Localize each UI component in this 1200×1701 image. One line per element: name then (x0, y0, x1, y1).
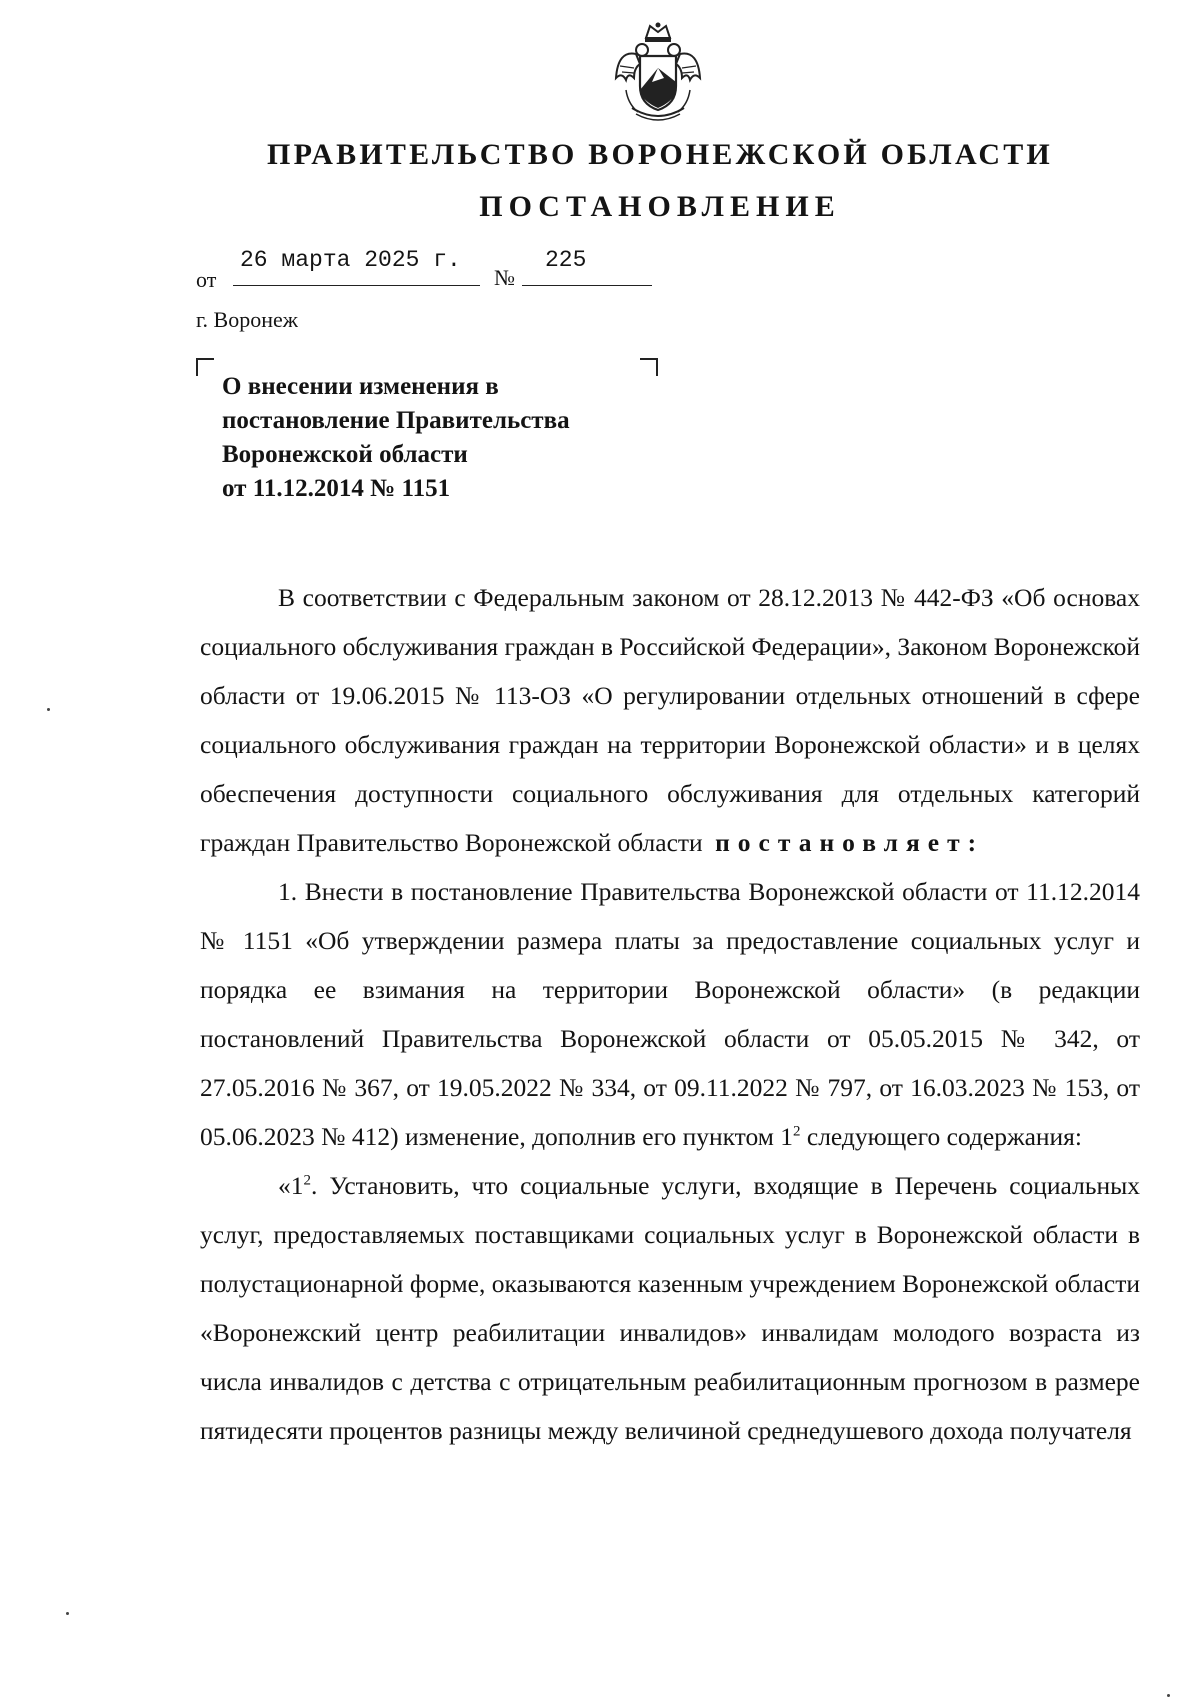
subject-line: от 11.12.2014 № 1151 (222, 475, 451, 502)
number-label: № (494, 265, 515, 290)
item-1-paragraph (200, 867, 1140, 1161)
scan-speck (47, 708, 50, 711)
item-1-superscript: 2 (793, 1123, 801, 1140)
subject-line: Воронежской области (222, 441, 468, 468)
document-type-title: ПОСТАНОВЛЕНИЕ (479, 190, 841, 223)
preamble-text: В соответствии с Федеральным законом от 28.12.2013 № 442-ФЗ «Об основах социального обслуживания граждан в Российской Федерации», Законом Воронежской области от 19.06.2015 № 113-ОЗ «О регулировании отдельных отношений в сфере социального обслуживания граждан на территории Воронежской области» и в целях обеспечения доступности социального обслуживания для отдельных категорий граждан Правительство Воронежской области (200, 583, 1140, 857)
subject-line: О внесении изменения в (222, 373, 499, 400)
number-underline (522, 285, 652, 286)
quoted-item-paragraph (200, 1161, 1140, 1455)
scan-speck (1167, 1694, 1170, 1697)
coat-of-arms-emblem (612, 20, 704, 126)
scan-speck (66, 1612, 69, 1615)
government-title: ПРАВИТЕЛЬСТВО ВОРОНЕЖСКОЙ ОБЛАСТИ (267, 138, 1053, 171)
from-label: от (196, 267, 217, 292)
item-1-tail: следующего содержания: (800, 1122, 1082, 1151)
decree-word: постановляет: (715, 828, 985, 857)
document-number: 225 (545, 247, 587, 273)
quote-superscript: 2 (303, 1172, 311, 1189)
item-1-text: 1. Внести в постановление Правительства Воронежской области от 11.12.2014 № 1151 «Об утверждении размера платы за предоставление социальных услуг и порядка ее взимания на территории Воронежской области» (в редакции постановлений Правительства Воронежской области от 05.05.2015 № 342, от 27.05.2016 № 367, от 19.05.2022 № 334, от 09.11.2022 № 797, от 16.03.2023 № 153, от 05.06.2023 № 412) изменение, дополнив его пунктом 1 (200, 877, 1140, 1151)
document-body (200, 573, 1140, 1455)
subject-bracket-right (640, 358, 658, 376)
city-label: г. Воронеж (196, 307, 298, 332)
document-subject (222, 370, 570, 506)
quote-text: . Установить, что социальные услуги, входящие в Перечень социальных услуг, предоставляемых поставщиками социальных услуг в Воронежской области в полустационарной форме, оказываются казенным учреждением Воронежской области «Воронежский центр реабилитации инвалидов» инвалидам молодого возраста из числа инвалидов с детства с отрицательным реабилитационным прогнозом в размере пятидесяти процентов разницы между величиной среднедушевого дохода получателя (200, 1171, 1140, 1445)
subject-bracket-left (196, 358, 214, 376)
document-date: 26 марта 2025 г. (240, 247, 461, 273)
quote-open: «1 (278, 1171, 304, 1200)
date-underline (233, 285, 480, 286)
subject-line: постановление Правительства (222, 407, 570, 434)
preamble-paragraph (200, 573, 1140, 867)
